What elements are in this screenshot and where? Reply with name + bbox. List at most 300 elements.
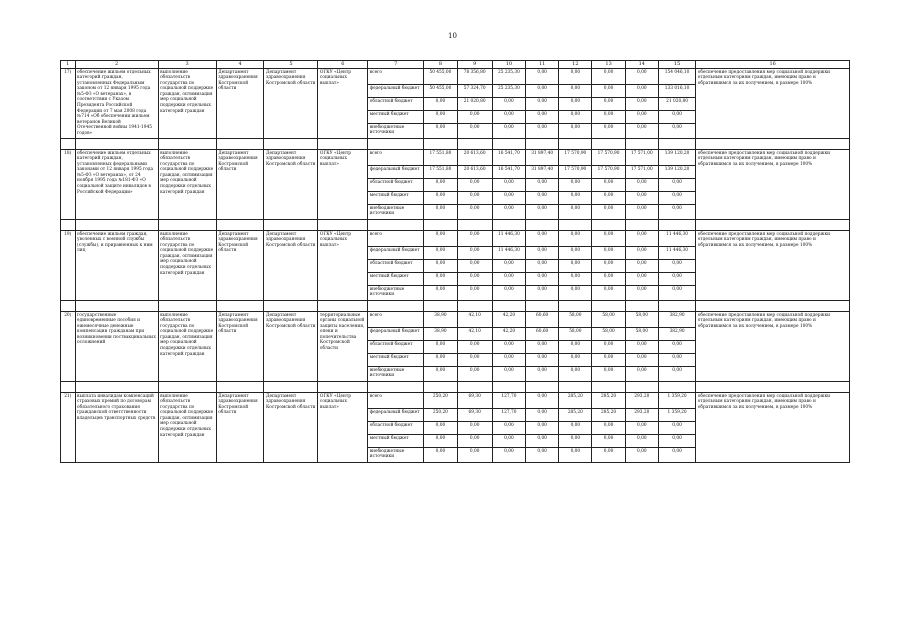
participant: ОГКУ «Центр социальных выплат» bbox=[318, 231, 368, 301]
funding-source: областной бюджет bbox=[368, 98, 424, 111]
funding-value: 127,70 bbox=[492, 393, 525, 409]
funding-value: 0,00 bbox=[559, 341, 592, 354]
column-header-14: 14 bbox=[625, 61, 658, 69]
funding-value: 0,00 bbox=[526, 98, 559, 111]
funding-value: 250,20 bbox=[424, 393, 457, 409]
funding-value: 0,00 bbox=[625, 124, 658, 139]
funding-value: 0,00 bbox=[559, 205, 592, 220]
funding-value: 11 446,30 bbox=[492, 247, 525, 260]
funding-value: 0,00 bbox=[492, 124, 525, 139]
funding-value: 60,60 bbox=[526, 312, 559, 328]
funding-source: всего bbox=[368, 312, 424, 328]
responsible-executor: Департамент здравоохранения Костромской области bbox=[216, 231, 264, 301]
funding-value: 0,00 bbox=[457, 260, 492, 273]
funding-value: 0,00 bbox=[492, 435, 525, 448]
funding-source: местный бюджет bbox=[368, 192, 424, 205]
funding-source: федеральный бюджет bbox=[368, 409, 424, 422]
spacer-cell bbox=[492, 382, 525, 393]
responsible-executor: Департамент здравоохранения Костромской области bbox=[216, 393, 264, 463]
funding-value: 38,90 bbox=[424, 328, 457, 341]
funding-value: 58,00 bbox=[592, 328, 625, 341]
table-body bbox=[61, 61, 850, 463]
expected-result: обеспечение предоставления мер социальной поддержки отдельным категориям граждан, имеющим право и обратившимся за их получением, в размере 100% bbox=[696, 150, 850, 220]
funding-value: 31 897,40 bbox=[526, 166, 559, 179]
column-header-15: 15 bbox=[658, 61, 695, 69]
funding-value: 0,00 bbox=[625, 111, 658, 124]
funding-value: 42,20 bbox=[492, 328, 525, 341]
funding-value: 69,30 bbox=[457, 393, 492, 409]
funding-value: 0,00 bbox=[658, 179, 695, 192]
funding-value: 382,90 bbox=[658, 328, 695, 341]
funding-value: 0,00 bbox=[592, 124, 625, 139]
table-row bbox=[61, 393, 850, 409]
funding-value: 0,00 bbox=[492, 422, 525, 435]
funding-value: 0,00 bbox=[457, 435, 492, 448]
funding-source: всего bbox=[368, 150, 424, 166]
funding-value: 38,90 bbox=[424, 312, 457, 328]
funding-value: 139 120,20 bbox=[658, 166, 695, 179]
spacer-cell bbox=[61, 139, 76, 150]
funding-value: 0,00 bbox=[457, 422, 492, 435]
funding-value: 0,00 bbox=[457, 286, 492, 301]
column-header-8: 8 bbox=[424, 61, 457, 69]
column-header-6: 6 bbox=[318, 61, 368, 69]
funding-value: 0,00 bbox=[526, 179, 559, 192]
funding-value: 0,00 bbox=[625, 231, 658, 247]
funding-value: 293,20 bbox=[625, 409, 658, 422]
funding-value: 58,00 bbox=[559, 328, 592, 341]
funding-value: 0,00 bbox=[559, 260, 592, 273]
spacer-cell bbox=[158, 382, 216, 393]
funding-value: 0,00 bbox=[592, 260, 625, 273]
expected-result: обеспечение предоставления мер социальной поддержки отдельным категориям граждан, имеющим право и обратившимся за их получением, в размере 100% bbox=[696, 231, 850, 301]
column-header-7: 7 bbox=[368, 61, 424, 69]
funding-value: 0,00 bbox=[457, 354, 492, 367]
responsible-executor: Департамент здравоохранения Костромской области bbox=[216, 69, 264, 139]
funding-value: 0,00 bbox=[424, 273, 457, 286]
funding-value: 0,00 bbox=[658, 341, 695, 354]
funding-source: областной бюджет bbox=[368, 179, 424, 192]
expected-result: обеспечение предоставления мер социальной поддержки отдельным категориям граждан, имеющим право и обратившимся за их получением, в размере 100% bbox=[696, 69, 850, 139]
funding-value: 0,00 bbox=[625, 367, 658, 382]
funding-source: внебюджетные источники bbox=[368, 286, 424, 301]
spacer-cell bbox=[368, 301, 424, 312]
funding-value: 0,00 bbox=[492, 286, 525, 301]
funding-value: 0,00 bbox=[559, 435, 592, 448]
measure-name: государственные единовременные пособия и ежемесячные денежные компенсации гражданам при возникновении поствакцинальных осложнений bbox=[75, 312, 158, 382]
funding-value: 21 020,80 bbox=[457, 98, 492, 111]
funding-source: местный бюджет bbox=[368, 354, 424, 367]
funding-value: 60,60 bbox=[526, 328, 559, 341]
funding-value: 0,00 bbox=[457, 247, 492, 260]
funding-source: федеральный бюджет bbox=[368, 166, 424, 179]
row-number: 21) bbox=[61, 393, 76, 463]
funding-value: 0,00 bbox=[492, 111, 525, 124]
funding-value: 0,00 bbox=[658, 260, 695, 273]
spacer-cell bbox=[457, 301, 492, 312]
spacer-cell bbox=[492, 301, 525, 312]
funding-value: 0,00 bbox=[526, 422, 559, 435]
funding-value: 0,00 bbox=[625, 192, 658, 205]
funding-value: 0,00 bbox=[625, 273, 658, 286]
funding-value: 58,00 bbox=[625, 328, 658, 341]
funding-value: 0,00 bbox=[592, 69, 625, 85]
funding-value: 11 446,30 bbox=[658, 231, 695, 247]
spacer-cell bbox=[368, 220, 424, 231]
measure-name: обеспечение жильем отдельных категорий граждан, установленных федеральными законами от 12 января 1995 года №5-ФЗ «О ветеранах», от 24 ноября 1995 года №181-ФЗ «О социальной защите инвалидов в Российской Федерации» bbox=[75, 150, 158, 220]
funding-value: 0,00 bbox=[526, 286, 559, 301]
spacer-cell bbox=[424, 382, 457, 393]
funding-value: 21 020,80 bbox=[658, 98, 695, 111]
participant: ОГКУ «Центр социальных выплат» bbox=[318, 150, 368, 220]
funding-value: 0,00 bbox=[424, 124, 457, 139]
funding-value: 0,00 bbox=[492, 341, 525, 354]
funding-value: 58,00 bbox=[559, 312, 592, 328]
funding-value: 69,30 bbox=[457, 409, 492, 422]
funding-value: 1 359,20 bbox=[658, 409, 695, 422]
funding-value: 0,00 bbox=[424, 354, 457, 367]
funding-value: 0,00 bbox=[625, 69, 658, 85]
funding-value: 0,00 bbox=[592, 273, 625, 286]
spacer-cell bbox=[424, 301, 457, 312]
spacer-cell bbox=[318, 382, 368, 393]
funding-value: 42,20 bbox=[492, 312, 525, 328]
spacer-cell bbox=[492, 139, 525, 150]
funding-value: 0,00 bbox=[492, 98, 525, 111]
spacer-cell bbox=[264, 220, 318, 231]
spacer-cell bbox=[696, 382, 850, 393]
funding-value: 0,00 bbox=[592, 354, 625, 367]
co-executor: Департамент здравоохранения Костромской области bbox=[264, 150, 318, 220]
spacer-cell bbox=[368, 382, 424, 393]
funding-value: 0,00 bbox=[424, 448, 457, 463]
funding-value: 0,00 bbox=[492, 205, 525, 220]
funding-value: 0,00 bbox=[526, 435, 559, 448]
funding-source: внебюджетные источники bbox=[368, 448, 424, 463]
page-number: 10 bbox=[448, 32, 457, 40]
funding-value: 0,00 bbox=[492, 179, 525, 192]
funding-value: 0,00 bbox=[457, 179, 492, 192]
funding-value: 17 570,90 bbox=[592, 166, 625, 179]
funding-value: 0,00 bbox=[592, 231, 625, 247]
funding-source: внебюджетные источники bbox=[368, 124, 424, 139]
column-header-12: 12 bbox=[559, 61, 592, 69]
funding-value: 25 235,30 bbox=[492, 69, 525, 85]
funding-value: 0,00 bbox=[658, 448, 695, 463]
funding-value: 0,00 bbox=[592, 98, 625, 111]
funding-value: 0,00 bbox=[658, 435, 695, 448]
expected-result: обеспечение предоставления мер социальной поддержки отдельным категориям граждан, имеющим право и обратившимся за их получением, в размере 100% bbox=[696, 393, 850, 463]
funding-value: 0,00 bbox=[424, 111, 457, 124]
spacer-cell bbox=[592, 301, 625, 312]
funding-value: 0,00 bbox=[526, 192, 559, 205]
spacer-cell bbox=[457, 220, 492, 231]
funding-value: 0,00 bbox=[658, 192, 695, 205]
row-spacer bbox=[61, 382, 850, 393]
funding-value: 0,00 bbox=[625, 354, 658, 367]
funding-value: 0,00 bbox=[424, 367, 457, 382]
funding-value: 42,10 bbox=[457, 328, 492, 341]
funding-value: 382,90 bbox=[658, 312, 695, 328]
funding-value: 0,00 bbox=[559, 448, 592, 463]
funding-value: 0,00 bbox=[559, 111, 592, 124]
funding-value: 0,00 bbox=[658, 286, 695, 301]
funding-value: 250,20 bbox=[424, 409, 457, 422]
funding-value: 17 571,00 bbox=[625, 166, 658, 179]
funding-value: 16 541,70 bbox=[492, 150, 525, 166]
funding-value: 0,00 bbox=[592, 205, 625, 220]
spacer-cell bbox=[592, 139, 625, 150]
spacer-cell bbox=[559, 139, 592, 150]
funding-value: 0,00 bbox=[526, 260, 559, 273]
funding-value: 0,00 bbox=[658, 205, 695, 220]
co-executor: Департамент здравоохранения Костромской области bbox=[264, 69, 318, 139]
funding-value: 0,00 bbox=[592, 286, 625, 301]
funding-value: 16 541,70 bbox=[492, 166, 525, 179]
funding-value: 0,00 bbox=[559, 69, 592, 85]
funding-value: 0,00 bbox=[457, 124, 492, 139]
program-measures-table bbox=[60, 60, 850, 463]
spacer-cell bbox=[424, 220, 457, 231]
funding-value: 0,00 bbox=[424, 192, 457, 205]
funding-source: местный бюджет bbox=[368, 435, 424, 448]
funding-value: 0,00 bbox=[492, 273, 525, 286]
spacer-cell bbox=[368, 139, 424, 150]
funding-value: 31 897,40 bbox=[526, 150, 559, 166]
funding-value: 50 455,00 bbox=[424, 69, 457, 85]
spacer-cell bbox=[158, 139, 216, 150]
funding-value: 42,10 bbox=[457, 312, 492, 328]
participant: ОГКУ «Центр социальных выплат» bbox=[318, 69, 368, 139]
column-header-16: 16 bbox=[696, 61, 850, 69]
spacer-cell bbox=[658, 139, 695, 150]
funding-value: 0,00 bbox=[658, 367, 695, 382]
funding-value: 0,00 bbox=[526, 367, 559, 382]
spacer-cell bbox=[625, 301, 658, 312]
funding-value: 17 570,90 bbox=[559, 150, 592, 166]
funding-source: всего bbox=[368, 69, 424, 85]
row-spacer bbox=[61, 301, 850, 312]
funding-value: 0,00 bbox=[592, 448, 625, 463]
funding-value: 285,20 bbox=[559, 409, 592, 422]
co-executor: Департамент здравоохранения Костромской области bbox=[264, 312, 318, 382]
measure-name: обеспечение жильем граждан, уволенных с военной службы (службы), и приравненных к ним лиц bbox=[75, 231, 158, 301]
spacer-cell bbox=[526, 139, 559, 150]
funding-value: 0,00 bbox=[424, 260, 457, 273]
co-executor: Департамент здравоохранения Костромской области bbox=[264, 231, 318, 301]
funding-value: 0,00 bbox=[457, 192, 492, 205]
spacer-cell bbox=[696, 220, 850, 231]
funding-value: 0,00 bbox=[658, 422, 695, 435]
funding-value: 0,00 bbox=[625, 179, 658, 192]
funding-value: 285,20 bbox=[592, 393, 625, 409]
funding-value: 285,20 bbox=[559, 393, 592, 409]
funding-value: 0,00 bbox=[625, 85, 658, 98]
row-number: 19) bbox=[61, 231, 76, 301]
funding-value: 0,00 bbox=[592, 192, 625, 205]
spacer-cell bbox=[424, 139, 457, 150]
funding-value: 58,00 bbox=[625, 312, 658, 328]
spacer-cell bbox=[559, 220, 592, 231]
funding-value: 0,00 bbox=[625, 341, 658, 354]
funding-value: 57 324,70 bbox=[457, 85, 492, 98]
funding-value: 0,00 bbox=[424, 422, 457, 435]
column-header-4: 4 bbox=[216, 61, 264, 69]
funding-value: 0,00 bbox=[526, 409, 559, 422]
spacer-cell bbox=[158, 301, 216, 312]
funding-value: 17 570,90 bbox=[592, 150, 625, 166]
spacer-cell bbox=[216, 139, 264, 150]
spacer-cell bbox=[492, 220, 525, 231]
spacer-cell bbox=[526, 301, 559, 312]
funding-value: 0,00 bbox=[526, 69, 559, 85]
spacer-cell bbox=[457, 139, 492, 150]
funding-value: 0,00 bbox=[424, 341, 457, 354]
funding-value: 0,00 bbox=[592, 341, 625, 354]
column-header-2: 2 bbox=[75, 61, 158, 69]
funding-value: 78 356,80 bbox=[457, 69, 492, 85]
spacer-cell bbox=[216, 220, 264, 231]
funding-value: 0,00 bbox=[526, 341, 559, 354]
funding-value: 0,00 bbox=[559, 273, 592, 286]
column-header-1: 1 bbox=[61, 61, 76, 69]
spacer-cell bbox=[526, 382, 559, 393]
funding-value: 0,00 bbox=[625, 260, 658, 273]
funding-value: 0,00 bbox=[457, 205, 492, 220]
funding-value: 0,00 bbox=[592, 422, 625, 435]
column-header-3: 3 bbox=[158, 61, 216, 69]
spacer-cell bbox=[264, 382, 318, 393]
funding-value: 0,00 bbox=[658, 273, 695, 286]
funding-value: 0,00 bbox=[457, 273, 492, 286]
funding-value: 20 613,60 bbox=[457, 166, 492, 179]
funding-value: 58,00 bbox=[592, 312, 625, 328]
funding-value: 0,00 bbox=[424, 286, 457, 301]
funding-value: 0,00 bbox=[625, 98, 658, 111]
funding-value: 0,00 bbox=[559, 231, 592, 247]
funding-source: внебюджетные источники bbox=[368, 205, 424, 220]
spacer-cell bbox=[625, 139, 658, 150]
column-header-10: 10 bbox=[492, 61, 525, 69]
funding-value: 0,00 bbox=[424, 205, 457, 220]
spacer-cell bbox=[592, 382, 625, 393]
spacer-cell bbox=[216, 382, 264, 393]
funding-value: 17 571,00 bbox=[625, 150, 658, 166]
funding-value: 0,00 bbox=[457, 111, 492, 124]
funding-value: 0,00 bbox=[559, 286, 592, 301]
funding-value: 0,00 bbox=[559, 98, 592, 111]
spacer-cell bbox=[75, 220, 158, 231]
row-spacer bbox=[61, 139, 850, 150]
funding-value: 0,00 bbox=[492, 354, 525, 367]
funding-value: 0,00 bbox=[457, 341, 492, 354]
measure-task: выполнение обязательств государства по социальной поддержке граждан, оптимизация мер социальной поддержки отдельных категорий граждан bbox=[158, 150, 216, 220]
funding-value: 0,00 bbox=[625, 205, 658, 220]
column-number-header bbox=[61, 61, 850, 69]
funding-source: всего bbox=[368, 393, 424, 409]
funding-source: всего bbox=[368, 231, 424, 247]
funding-source: федеральный бюджет bbox=[368, 328, 424, 341]
funding-value: 0,00 bbox=[457, 367, 492, 382]
spacer-cell bbox=[61, 301, 76, 312]
spacer-cell bbox=[592, 220, 625, 231]
spacer-cell bbox=[318, 220, 368, 231]
funding-value: 0,00 bbox=[559, 124, 592, 139]
spacer-cell bbox=[75, 301, 158, 312]
funding-value: 0,00 bbox=[457, 231, 492, 247]
expected-result: обеспечение предоставления мер социальной поддержки отдельным категориям граждан, имеющим право и обратившимся за их получением, в размере 100% bbox=[696, 312, 850, 382]
funding-value: 0,00 bbox=[492, 448, 525, 463]
funding-value: 0,00 bbox=[559, 192, 592, 205]
funding-value: 1 359,20 bbox=[658, 393, 695, 409]
measure-name: выплата инвалидам компенсаций страховых премий по договорам обязательного страхования гражданской ответственности владельцев транспортных средств bbox=[75, 393, 158, 463]
funding-value: 0,00 bbox=[424, 98, 457, 111]
spacer-cell bbox=[559, 382, 592, 393]
funding-value: 17 551,80 bbox=[424, 166, 457, 179]
funding-value: 50 455,00 bbox=[424, 85, 457, 98]
spacer-cell bbox=[559, 301, 592, 312]
row-spacer bbox=[61, 220, 850, 231]
funding-source: областной бюджет bbox=[368, 341, 424, 354]
funding-value: 0,00 bbox=[625, 286, 658, 301]
funding-value: 0,00 bbox=[492, 192, 525, 205]
spacer-cell bbox=[158, 220, 216, 231]
measure-task: выполнение обязательств государства по социальной поддержке граждан, оптимизация мер социальной поддержки отдельных категорий граждан bbox=[158, 231, 216, 301]
spacer-cell bbox=[318, 301, 368, 312]
funding-value: 0,00 bbox=[424, 247, 457, 260]
funding-value: 0,00 bbox=[592, 179, 625, 192]
funding-value: 0,00 bbox=[658, 354, 695, 367]
measure-task: выполнение обязательств государства по социальной поддержке граждан, оптимизация мер социальной поддержки отдельных категорий граждан bbox=[158, 393, 216, 463]
spacer-cell bbox=[696, 139, 850, 150]
spacer-cell bbox=[318, 139, 368, 150]
funding-value: 0,00 bbox=[526, 111, 559, 124]
spacer-cell bbox=[457, 382, 492, 393]
funding-value: 0,00 bbox=[424, 179, 457, 192]
funding-value: 11 446,30 bbox=[658, 247, 695, 260]
funding-value: 25 235,30 bbox=[492, 85, 525, 98]
funding-value: 0,00 bbox=[592, 111, 625, 124]
funding-value: 0,00 bbox=[559, 354, 592, 367]
funding-value: 0,00 bbox=[592, 247, 625, 260]
funding-value: 0,00 bbox=[625, 448, 658, 463]
participant: территориальные органы социальной защиты населения, опеки и попечительства Костромской области bbox=[318, 312, 368, 382]
funding-value: 285,20 bbox=[592, 409, 625, 422]
funding-value: 0,00 bbox=[592, 367, 625, 382]
funding-value: 0,00 bbox=[424, 435, 457, 448]
funding-source: областной бюджет bbox=[368, 422, 424, 435]
funding-source: федеральный бюджет bbox=[368, 85, 424, 98]
funding-source: местный бюджет bbox=[368, 273, 424, 286]
spacer-cell bbox=[658, 382, 695, 393]
table-row bbox=[61, 69, 850, 85]
funding-value: 20 613,60 bbox=[457, 150, 492, 166]
spacer-cell bbox=[625, 382, 658, 393]
funding-value: 0,00 bbox=[625, 422, 658, 435]
spacer-cell bbox=[658, 220, 695, 231]
funding-value: 0,00 bbox=[658, 124, 695, 139]
funding-value: 0,00 bbox=[559, 367, 592, 382]
funding-value: 0,00 bbox=[424, 231, 457, 247]
funding-value: 0,00 bbox=[526, 85, 559, 98]
funding-value: 139 120,20 bbox=[658, 150, 695, 166]
responsible-executor: Департамент здравоохранения Костромской области bbox=[216, 150, 264, 220]
spacer-cell bbox=[526, 220, 559, 231]
column-header-9: 9 bbox=[457, 61, 492, 69]
funding-value: 17 570,90 bbox=[559, 166, 592, 179]
funding-value: 0,00 bbox=[592, 435, 625, 448]
funding-value: 127,70 bbox=[492, 409, 525, 422]
